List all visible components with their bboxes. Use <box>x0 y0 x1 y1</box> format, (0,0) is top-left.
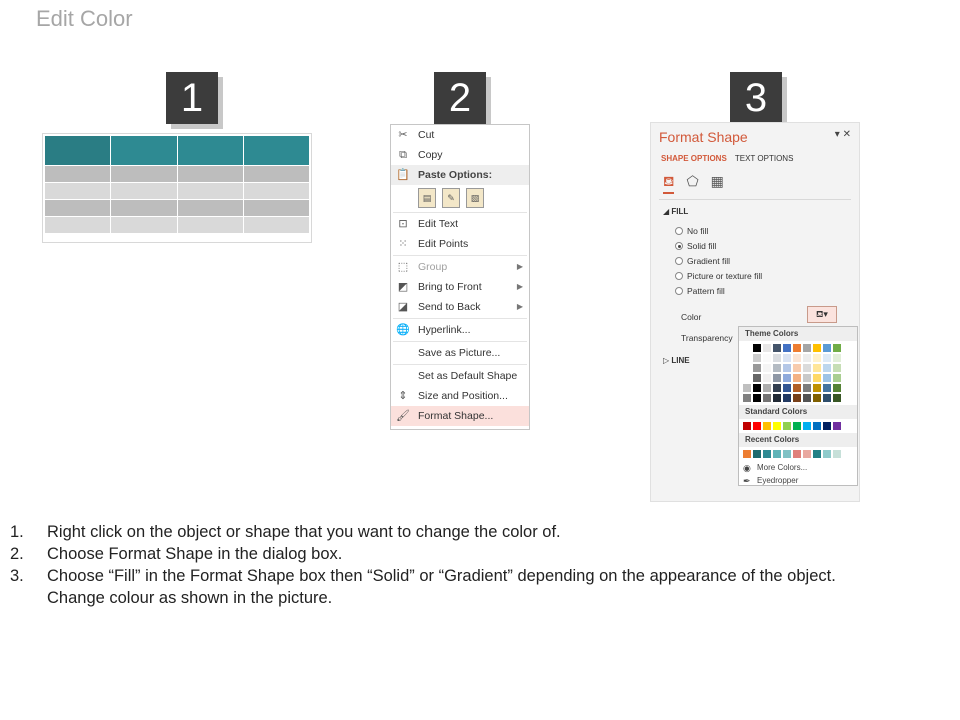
color-swatch[interactable] <box>763 394 771 402</box>
color-swatch[interactable] <box>763 422 771 430</box>
color-swatch[interactable] <box>833 450 841 458</box>
color-picker <box>738 326 858 486</box>
slide-title: Edit Color <box>36 6 133 31</box>
menu-item-size-position[interactable]: ⇕ Size and Position... <box>391 386 529 406</box>
menu-item-format-shape[interactable]: 🖌 Format Shape... <box>391 406 529 426</box>
paint-bucket-icon: ⛾ <box>816 309 824 319</box>
color-swatch[interactable] <box>783 364 791 372</box>
color-swatch[interactable] <box>803 450 811 458</box>
format-category-icons <box>663 173 724 194</box>
color-swatch[interactable] <box>823 450 831 458</box>
color-swatch[interactable] <box>823 384 831 392</box>
send-back-icon: ◪ <box>397 301 409 313</box>
color-swatch[interactable] <box>793 354 801 362</box>
color-swatch[interactable] <box>783 354 791 362</box>
color-swatch[interactable] <box>743 394 751 402</box>
color-swatch[interactable] <box>773 394 781 402</box>
submenu-arrow-icon: ▶ <box>516 302 523 311</box>
color-swatch[interactable] <box>743 364 751 372</box>
color-swatch[interactable] <box>743 354 751 362</box>
menu-item-group: ⬚ Group ▶ <box>391 257 529 277</box>
eyedropper-link[interactable]: ✒ Eyedropper <box>743 476 799 486</box>
color-swatch[interactable] <box>743 374 751 382</box>
color-swatch[interactable] <box>783 394 791 402</box>
color-swatch[interactable] <box>763 354 771 362</box>
color-swatch[interactable] <box>823 374 831 382</box>
table-row <box>45 166 310 183</box>
menu-item-save-as-picture[interactable]: Save as Picture... <box>418 347 501 359</box>
color-swatch[interactable] <box>813 394 821 402</box>
color-swatch[interactable] <box>793 422 801 430</box>
tab-text-options[interactable]: TEXT OPTIONS <box>734 154 794 163</box>
color-swatch[interactable] <box>763 364 771 372</box>
menu-separator <box>393 255 527 256</box>
color-swatch[interactable] <box>813 450 821 458</box>
color-swatch[interactable] <box>813 354 821 362</box>
edit-points-icon: ⁙ <box>398 238 408 250</box>
color-swatch[interactable] <box>793 450 801 458</box>
color-swatch[interactable] <box>753 344 761 352</box>
size-properties-icon[interactable]: ▦ <box>710 173 724 189</box>
fill-section-header[interactable]: ◢ FILL <box>663 207 689 216</box>
theme-colors-header: Theme Colors <box>739 327 857 341</box>
color-swatch[interactable] <box>773 384 781 392</box>
submenu-arrow-icon: ▶ <box>516 282 523 291</box>
transparency-label: Transparency <box>681 333 733 343</box>
divider <box>659 199 851 200</box>
color-swatch[interactable] <box>763 344 771 352</box>
clipboard-icon: 📋 <box>396 169 410 181</box>
color-swatch[interactable] <box>833 354 841 362</box>
radio-solid-fill[interactable]: Solid fill <box>675 241 716 251</box>
color-swatch[interactable] <box>823 344 831 352</box>
format-shape-icon: 🖌 <box>396 410 410 422</box>
instructions-list <box>10 521 836 609</box>
color-swatch[interactable] <box>803 384 811 392</box>
color-swatch[interactable] <box>803 364 811 372</box>
radio-picture-fill[interactable]: Picture or texture fill <box>675 271 762 281</box>
color-swatch[interactable] <box>743 384 751 392</box>
color-swatch[interactable] <box>823 354 831 362</box>
pane-controls <box>835 129 851 140</box>
color-swatch[interactable] <box>823 364 831 372</box>
theme-colors-grid <box>739 341 857 405</box>
more-colors-link[interactable]: ◉ More Colors... <box>743 463 808 473</box>
color-swatch[interactable] <box>793 394 801 402</box>
standard-colors-grid <box>739 419 857 433</box>
color-swatch[interactable] <box>743 450 751 458</box>
color-swatch[interactable] <box>803 374 811 382</box>
color-swatch[interactable] <box>783 384 791 392</box>
table-row <box>45 217 310 234</box>
color-swatch[interactable] <box>803 354 811 362</box>
color-swatch[interactable] <box>753 384 761 392</box>
edit-text-icon: ⊡ <box>398 218 408 230</box>
color-swatch[interactable] <box>773 364 781 372</box>
color-swatch[interactable] <box>773 450 781 458</box>
eyedropper-icon: ✒ <box>743 476 751 486</box>
color-swatch[interactable] <box>833 384 841 392</box>
color-swatch[interactable] <box>813 422 821 430</box>
radio-pattern-fill[interactable]: Pattern fill <box>675 286 725 296</box>
color-swatch[interactable] <box>833 394 841 402</box>
paste-merge-icon[interactable]: ✎ <box>442 188 460 208</box>
menu-separator <box>393 341 527 342</box>
size-position-icon: ⇕ <box>398 390 408 402</box>
step-badge-1: 1 <box>166 72 218 124</box>
standard-colors-header: Standard Colors <box>739 405 857 419</box>
paste-options-header: 📋 Paste Options: <box>391 165 529 185</box>
step-badge-2: 2 <box>434 72 486 124</box>
color-swatch[interactable] <box>833 422 841 430</box>
copy-icon: ⧉ <box>399 149 407 161</box>
submenu-arrow-icon: ▶ <box>516 262 523 271</box>
instruction-item: 3. Choose “Fill” in the Format Shape box then “Solid” or “Gradient” depending on the appearance of the object. <box>10 567 836 585</box>
color-swatch[interactable] <box>773 344 781 352</box>
effects-icon[interactable]: ⬠ <box>686 173 699 189</box>
instruction-item: Change colour as shown in the picture. <box>47 589 333 607</box>
format-shape-tabs <box>661 154 793 163</box>
color-swatch[interactable] <box>783 344 791 352</box>
table-header-row <box>45 136 310 166</box>
color-swatch[interactable] <box>783 374 791 382</box>
color-label: Color <box>681 312 702 322</box>
paste-options-row <box>391 185 529 211</box>
color-swatch[interactable] <box>753 422 761 430</box>
color-swatch[interactable] <box>813 374 821 382</box>
menu-item-set-default-shape[interactable]: Set as Default Shape <box>418 370 518 382</box>
color-swatch[interactable] <box>743 422 751 430</box>
color-swatch[interactable] <box>793 374 801 382</box>
menu-separator <box>393 318 527 319</box>
color-swatch[interactable] <box>773 374 781 382</box>
color-wheel-icon: ◉ <box>743 463 751 473</box>
color-swatch[interactable] <box>773 354 781 362</box>
color-swatch[interactable] <box>793 344 801 352</box>
color-swatch[interactable] <box>833 364 841 372</box>
color-swatch[interactable] <box>763 384 771 392</box>
color-swatch[interactable] <box>753 394 761 402</box>
recent-colors-grid <box>739 447 857 461</box>
color-swatch[interactable] <box>783 422 791 430</box>
table-row <box>45 200 310 217</box>
color-swatch[interactable] <box>823 422 831 430</box>
group-icon: ⬚ <box>397 261 409 273</box>
radio-gradient-fill[interactable]: Gradient fill <box>675 256 730 266</box>
color-swatch[interactable] <box>813 364 821 372</box>
menu-separator <box>393 212 527 213</box>
instruction-item: 2. Choose Format Shape in the dialog box. <box>10 545 343 563</box>
line-section-header[interactable]: ▷ LINE <box>663 356 690 365</box>
paste-keep-format-icon[interactable]: ▤ <box>418 188 436 208</box>
menu-item-hyperlink[interactable]: 🌐 Hyperlink... <box>396 324 471 336</box>
color-swatch[interactable] <box>803 422 811 430</box>
menu-item-edit-points[interactable]: ⁙ Edit Points <box>391 234 529 254</box>
color-swatch[interactable] <box>763 374 771 382</box>
recent-colors-header: Recent Colors <box>739 433 857 447</box>
color-swatch[interactable] <box>753 374 761 382</box>
context-menu <box>390 124 530 430</box>
color-swatch[interactable] <box>803 394 811 402</box>
color-swatch[interactable] <box>823 394 831 402</box>
step-badge-3: 3 <box>730 72 782 124</box>
color-swatch[interactable] <box>743 344 751 352</box>
sample-table[interactable] <box>44 135 310 234</box>
scissors-icon: ✂ <box>398 129 408 141</box>
color-swatch[interactable] <box>813 384 821 392</box>
color-swatch[interactable] <box>793 384 801 392</box>
color-swatch[interactable] <box>753 354 761 362</box>
pane-options-icon[interactable]: ▾ <box>834 129 840 140</box>
color-swatch[interactable] <box>833 344 841 352</box>
color-swatch[interactable] <box>783 450 791 458</box>
close-icon[interactable]: ✕ <box>842 129 851 140</box>
instruction-item: 1. Right click on the object or shape that you want to change the color of. <box>10 523 561 541</box>
color-swatch[interactable] <box>763 450 771 458</box>
hyperlink-icon: 🌐 <box>396 324 410 336</box>
color-swatch[interactable] <box>833 374 841 382</box>
chevron-down-icon: ▾ <box>823 309 828 319</box>
menu-item-edit-text[interactable]: ⊡ Edit Text <box>391 214 529 234</box>
color-dropdown-button[interactable] <box>807 306 837 323</box>
tab-shape-options[interactable]: SHAPE OPTIONS <box>661 154 727 163</box>
bring-front-icon: ◩ <box>397 281 409 293</box>
color-swatch[interactable] <box>803 344 811 352</box>
radio-no-fill[interactable]: No fill <box>675 226 708 236</box>
table-row <box>45 183 310 200</box>
format-shape-title: Format Shape <box>659 129 748 145</box>
paste-picture-icon[interactable]: ▧ <box>466 188 484 208</box>
color-swatch[interactable] <box>753 450 761 458</box>
color-swatch[interactable] <box>793 364 801 372</box>
color-swatch[interactable] <box>773 422 781 430</box>
menu-separator <box>393 364 527 365</box>
menu-item-cut[interactable]: ✂ Cut <box>391 125 529 145</box>
color-swatch[interactable] <box>753 364 761 372</box>
menu-item-bring-to-front[interactable]: ◩ Bring to Front ▶ <box>391 277 529 297</box>
menu-item-copy[interactable]: ⧉ Copy <box>391 145 529 165</box>
menu-item-send-to-back[interactable]: ◪ Send to Back ▶ <box>391 297 529 317</box>
color-swatch[interactable] <box>813 344 821 352</box>
fill-line-icon[interactable]: ⛾ <box>663 173 674 194</box>
